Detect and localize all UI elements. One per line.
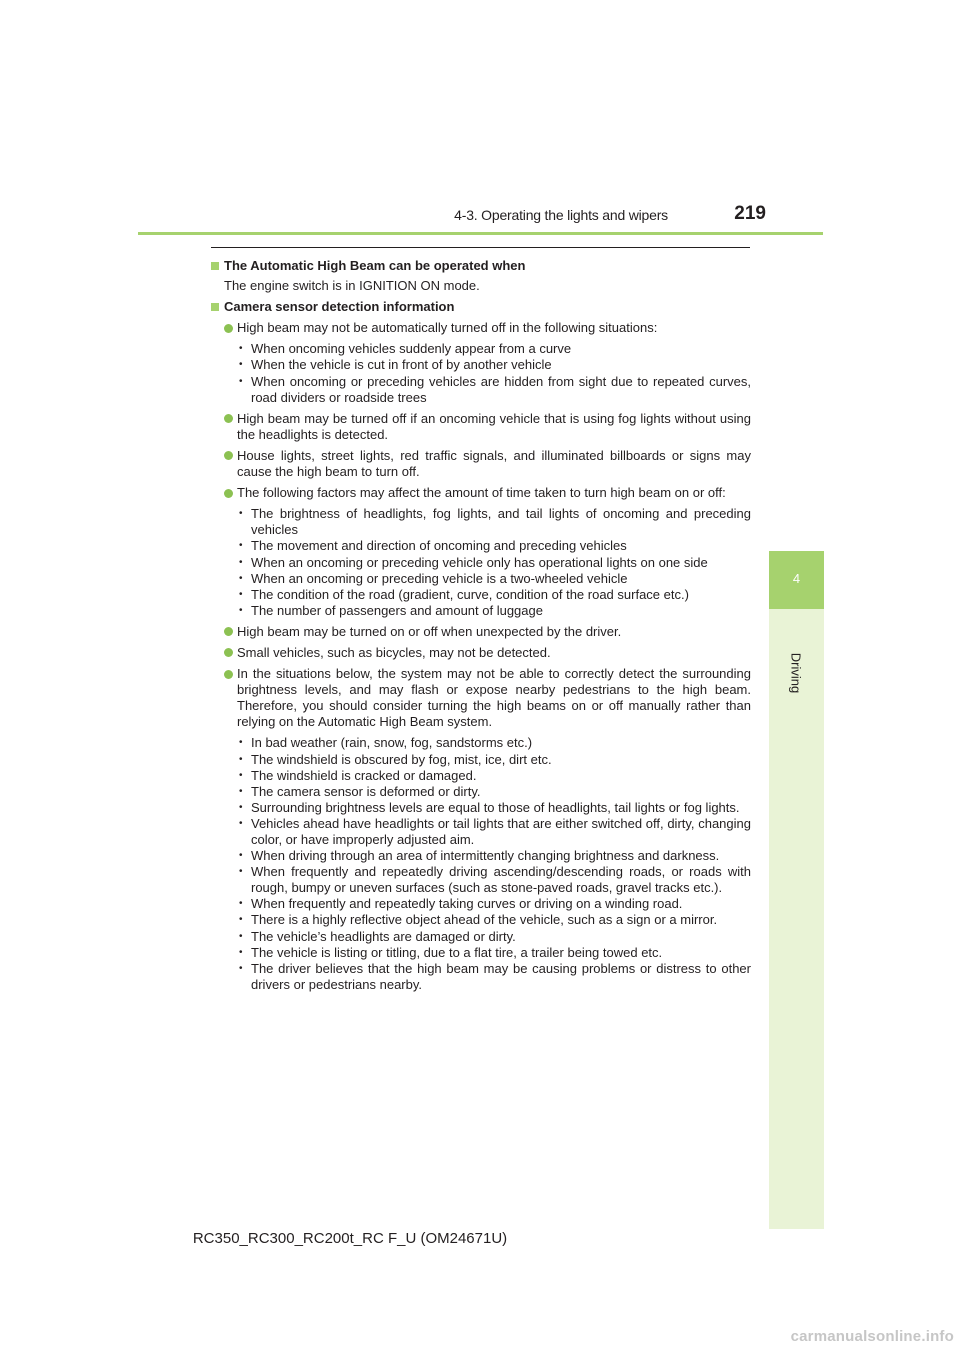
section-header-title: 4-3. Operating the lights and wipers: [454, 207, 668, 223]
bullet-text: The following factors may affect the amount of time taken to turn high beam on or off:: [237, 485, 726, 501]
bullet-text: In the situations below, the system may not be able to correctly detect the surrounding brightness levels, and may flash or expose nearby pedestrians to the high beam. Therefore, you should consider turning the high beams on or off manually rather than relying on the Automatic High Beam system.: [237, 666, 751, 730]
sub-list: [237, 506, 751, 619]
bullet-text: High beam may be turned off if an oncoming vehicle that is using fog lights without using the headlights is detected.: [237, 410, 751, 442]
circle-bullet-icon: [224, 451, 233, 460]
bullet-item: [211, 645, 751, 661]
sub-list-item: • The condition of the road (gradient, curve, condition of the road surface etc.): [237, 587, 751, 603]
sub-list-item: • The windshield is cracked or damaged.: [237, 768, 751, 784]
circle-bullet-icon: [224, 489, 233, 498]
sub-list-item: • When frequently and repeatedly taking curves or driving on a winding road.: [237, 896, 751, 912]
bullet-item: [211, 624, 751, 640]
circle-bullet-icon: [224, 324, 233, 333]
sub-list-item: • The number of passengers and amount of luggage: [237, 603, 751, 619]
section-heading: [211, 258, 751, 274]
sub-list-item: • Surrounding brightness levels are equal to those of headlights, tail lights or fog lights.: [237, 800, 751, 816]
header-rule: [138, 232, 823, 235]
square-bullet-icon: [211, 262, 219, 270]
sub-list-item: • In bad weather (rain, snow, fog, sandstorms etc.): [237, 735, 751, 751]
bullet-item: [211, 485, 751, 501]
bullet-text: Small vehicles, such as bicycles, may not be detected.: [237, 644, 551, 660]
square-bullet-icon: [211, 303, 219, 311]
chapter-number: 4: [792, 571, 801, 586]
sub-list-item: • Vehicles ahead have headlights or tail lights that are either switched off, dirty, changing color, or have improperly adjusted aim.: [237, 816, 751, 848]
bullet-text: High beam may not be automatically turned off in the following situations:: [237, 320, 658, 336]
circle-bullet-icon: [224, 670, 233, 679]
sub-list: [237, 735, 751, 993]
sub-list: [237, 341, 751, 405]
sub-list-item: • The movement and direction of oncoming and preceding vehicles: [237, 538, 751, 554]
bullet-text: House lights, street lights, red traffic signals, and illuminated billboards or signs may cause the high beam to turn off.: [237, 447, 751, 480]
site-watermark: carmanualsonline.info: [790, 1328, 954, 1345]
sub-list-item: • The windshield is obscured by fog, mist, ice, dirt etc.: [237, 752, 751, 768]
sub-list-item: • When oncoming vehicles suddenly appear from a curve: [237, 341, 751, 357]
bullet-item: [211, 448, 751, 480]
sub-list-item: • The vehicle’s headlights are damaged or dirty.: [237, 929, 751, 945]
bullet-item: [211, 666, 751, 730]
content-top-rule: [211, 247, 750, 248]
sub-list-item: • When an oncoming or preceding vehicle only has operational lights on one side: [237, 555, 751, 571]
section-title: The Automatic High Beam can be operated when: [224, 258, 526, 273]
sub-list-item: • The camera sensor is deformed or dirty.: [237, 784, 751, 800]
circle-bullet-icon: [224, 414, 233, 423]
sub-list-item: • There is a highly reflective object ahead of the vehicle, such as a sign or a mirror.: [237, 912, 751, 928]
model-code-footer: RC350_RC300_RC200t_RC F_U (OM24671U): [192, 1230, 508, 1247]
sub-list-item: • The vehicle is listing or titling, due to a flat tire, a trailer being towed etc.: [237, 945, 751, 961]
sub-list-item: • When driving through an area of intermittently changing brightness and darkness.: [237, 848, 751, 864]
bullet-text: High beam may be turned on or off when unexpected by the driver.: [237, 623, 622, 639]
circle-bullet-icon: [224, 627, 233, 636]
section-heading: [211, 299, 751, 315]
section-title: Camera sensor detection information: [224, 299, 455, 315]
sub-list-item: • The brightness of headlights, fog lights, and tail lights of oncoming and preceding vehicles: [237, 506, 751, 538]
page-content: [211, 258, 751, 993]
circle-bullet-icon: [224, 648, 233, 657]
sub-list-item: • When an oncoming or preceding vehicle is a two-wheeled vehicle: [237, 571, 751, 587]
bullet-item: [211, 411, 751, 443]
sub-list-item: • When the vehicle is cut in front of by another vehicle: [237, 357, 751, 373]
sub-list-item: • The driver believes that the high beam may be causing problems or distress to other drivers or pedestrians nearby.: [237, 961, 751, 993]
section-text: The engine switch is in IGNITION ON mode.: [224, 278, 480, 294]
chapter-label: Driving: [788, 652, 804, 694]
sub-list-item: • When frequently and repeatedly driving ascending/descending roads, or roads with rough, bumpy or uneven surfaces (such as stone-paved roads, gravel tracks etc.).: [237, 864, 751, 896]
sub-list-item: • When oncoming or preceding vehicles are hidden from sight due to repeated curves, road dividers or roadside trees: [237, 374, 751, 406]
bullet-item: [211, 320, 751, 336]
page-number: 219: [734, 203, 766, 224]
